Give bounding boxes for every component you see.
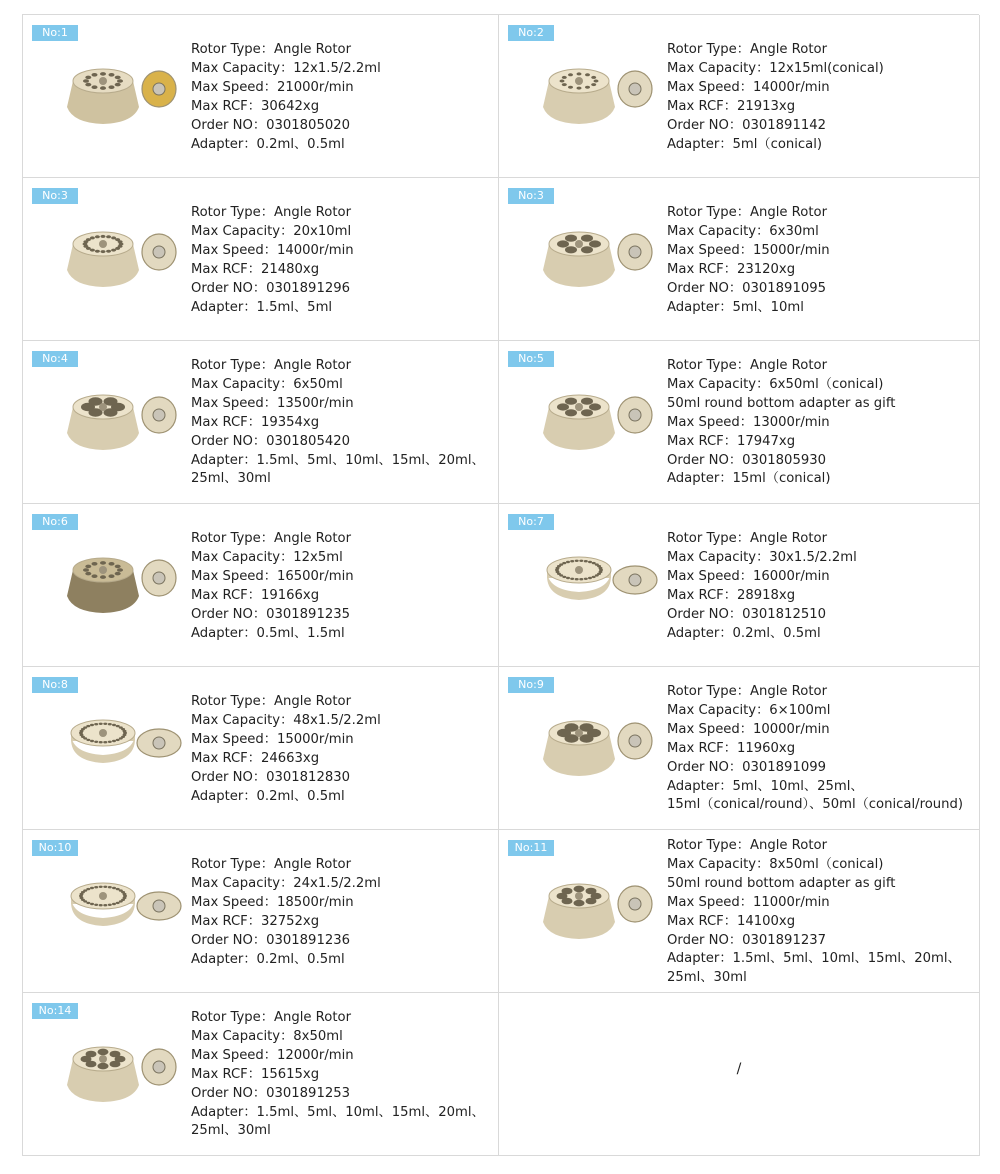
rotor-specs: [191, 41, 494, 154]
rotor-image: [539, 540, 659, 622]
rotor-number-badge: No:10: [32, 840, 78, 856]
adapter-line: Adapter：15ml（conical): [667, 471, 831, 487]
rotor-image: [63, 866, 183, 948]
rotor-type-line: Rotor Type：Angle Rotor: [191, 531, 351, 546]
max-speed-line: Max Speed：15000r/min: [667, 242, 830, 258]
rotor-card: [23, 341, 499, 504]
rotor-card: [23, 667, 499, 830]
rotor-number-badge: No:11: [508, 840, 554, 856]
order-number-line: Order NO：0301891095: [667, 280, 827, 296]
order-number-line: Order NO：0301891237: [667, 932, 827, 948]
adapter-line: Adapter：0.2ml、0.5ml: [191, 951, 345, 967]
rotor-number-badge: No:3: [508, 188, 554, 204]
order-number-line: Order NO：0301805930: [667, 452, 827, 468]
max-speed-line: Max Speed：13000r/min: [667, 414, 830, 430]
rotor-specs: [667, 41, 975, 154]
max-rcf-line: Max RCF：21913xg: [667, 98, 796, 114]
adapter-line: Adapter：0.2ml、0.5ml: [667, 625, 821, 641]
rotor-type-line: Rotor Type：Angle Rotor: [667, 838, 827, 853]
adapter-line: 25ml、30ml: [191, 471, 271, 487]
rotor-number-badge: No:9: [508, 677, 554, 693]
adapter-line: Adapter：5ml（conical): [667, 136, 823, 152]
rotor-image: [539, 214, 659, 296]
rotor-type-line: Rotor Type：Angle Rotor: [667, 358, 827, 373]
gift-note-line: 50ml round bottom adapter as gift: [667, 395, 896, 411]
rotor-image: [539, 866, 659, 948]
rotor-card: [23, 830, 499, 993]
rotor-specs: [667, 530, 975, 643]
max-capacity-line: Max Capacity：8x50ml: [191, 1028, 343, 1044]
rotor-image: [63, 377, 183, 459]
adapter-line: Adapter：1.5ml、5ml: [191, 299, 333, 315]
max-speed-line: Max Speed：14000r/min: [191, 242, 354, 258]
rotor-type-line: Rotor Type：Angle Rotor: [191, 42, 351, 57]
order-number-line: Order NO：0301891142: [667, 117, 827, 133]
order-number-line: Order NO：0301891099: [667, 759, 827, 775]
rotor-specs: [191, 530, 494, 643]
max-capacity-line: Max Capacity：20x10ml: [191, 223, 352, 239]
rotor-specs: [667, 357, 975, 489]
max-rcf-line: Max RCF：24663xg: [191, 750, 320, 766]
rotor-image: [539, 377, 659, 459]
rotor-type-line: Rotor Type：Angle Rotor: [191, 857, 351, 872]
max-capacity-line: Max Capacity：6×100ml: [667, 702, 831, 718]
max-speed-line: Max Speed：14000r/min: [667, 79, 830, 95]
max-rcf-line: Max RCF：32752xg: [191, 913, 320, 929]
rotor-specs: [667, 683, 975, 815]
empty-placeholder-text: /: [736, 1061, 742, 1077]
max-speed-line: Max Speed：10000r/min: [667, 721, 830, 737]
rotor-image: [539, 703, 659, 785]
rotor-specs: [191, 357, 494, 489]
max-capacity-line: Max Capacity：6x30ml: [667, 223, 819, 239]
max-capacity-line: Max Capacity：12x1.5/2.2ml: [191, 60, 381, 76]
max-capacity-line: Max Capacity：12x15ml(conical): [667, 60, 884, 76]
max-capacity-line: Max Capacity：6x50ml: [191, 376, 343, 392]
max-rcf-line: Max RCF：19166xg: [191, 587, 320, 603]
rotor-number-badge: No:8: [32, 677, 78, 693]
rotor-number-badge: No:2: [508, 25, 554, 41]
order-number-line: Order NO：0301891296: [191, 280, 351, 296]
rotor-card: [499, 667, 980, 830]
rotor-image: [539, 51, 659, 133]
rotor-number-badge: No:6: [32, 514, 78, 530]
max-rcf-line: Max RCF：28918xg: [667, 587, 796, 603]
rotor-card: [23, 504, 499, 667]
order-number-line: Order NO：0301805420: [191, 433, 351, 449]
rotor-image: [63, 1029, 183, 1111]
rotor-card: [23, 993, 499, 1156]
rotor-number-badge: No:7: [508, 514, 554, 530]
max-capacity-line: Max Capacity：6x50ml（conical): [667, 376, 884, 392]
rotor-type-line: Rotor Type：Angle Rotor: [667, 531, 827, 546]
adapter-line: 25ml、30ml: [191, 1123, 271, 1139]
order-number-line: Order NO：0301891235: [191, 606, 351, 622]
max-speed-line: Max Speed：12000r/min: [191, 1047, 354, 1063]
adapter-line: Adapter：1.5ml、5ml、10ml、15ml、20ml、: [667, 951, 961, 967]
adapter-line: Adapter：1.5ml、5ml、10ml、15ml、20ml、: [191, 1104, 485, 1120]
order-number-line: Order NO：0301812830: [191, 769, 351, 785]
rotor-card: [499, 178, 980, 341]
order-number-line: Order NO：0301812510: [667, 606, 827, 622]
max-speed-line: Max Speed：18500r/min: [191, 894, 354, 910]
rotor-image: [63, 214, 183, 296]
adapter-line: Adapter：5ml、10ml: [667, 299, 804, 315]
rotor-card: [499, 504, 980, 667]
rotor-specs: [667, 837, 975, 988]
adapter-line: Adapter：0.2ml、0.5ml: [191, 788, 345, 804]
order-number-line: Order NO：0301805020: [191, 117, 351, 133]
rotor-card: [23, 15, 499, 178]
rotor-type-line: Rotor Type：Angle Rotor: [667, 684, 827, 699]
rotor-number-badge: No:4: [32, 351, 78, 367]
adapter-line: Adapter：1.5ml、5ml、10ml、15ml、20ml、: [191, 452, 485, 468]
rotor-card: [499, 15, 980, 178]
max-rcf-line: Max RCF：19354xg: [191, 414, 320, 430]
rotor-specs: [667, 204, 975, 317]
rotor-image: [63, 703, 183, 785]
max-rcf-line: Max RCF：15615xg: [191, 1066, 320, 1082]
rotor-card: [499, 830, 980, 993]
max-speed-line: Max Speed：21000r/min: [191, 79, 354, 95]
rotor-type-line: Rotor Type：Angle Rotor: [191, 1010, 351, 1025]
gift-note-line: 50ml round bottom adapter as gift: [667, 875, 896, 891]
rotor-specs: [191, 856, 494, 969]
empty-card: [499, 993, 980, 1156]
max-rcf-line: Max RCF：11960xg: [667, 740, 796, 756]
adapter-line: Adapter：0.5ml、1.5ml: [191, 625, 345, 641]
rotor-specs: [191, 1009, 494, 1141]
max-capacity-line: Max Capacity：30x1.5/2.2ml: [667, 549, 857, 565]
max-speed-line: Max Speed：13500r/min: [191, 395, 354, 411]
rotor-image: [63, 540, 183, 622]
max-capacity-line: Max Capacity：8x50ml（conical): [667, 856, 884, 872]
max-rcf-line: Max RCF：17947xg: [667, 433, 796, 449]
max-rcf-line: Max RCF：23120xg: [667, 261, 796, 277]
rotor-number-badge: No:1: [32, 25, 78, 41]
rotor-specs: [191, 693, 494, 806]
rotor-number-badge: No:3: [32, 188, 78, 204]
max-capacity-line: Max Capacity：24x1.5/2.2ml: [191, 875, 381, 891]
rotor-card: [499, 341, 980, 504]
adapter-line: Adapter：5ml、10ml、25ml、: [667, 778, 864, 794]
order-number-line: Order NO：0301891236: [191, 932, 351, 948]
rotor-number-badge: No:5: [508, 351, 554, 367]
adapter-line: Adapter：0.2ml、0.5ml: [191, 136, 345, 152]
max-speed-line: Max Speed：15000r/min: [191, 731, 354, 747]
rotor-type-line: Rotor Type：Angle Rotor: [191, 205, 351, 220]
rotor-type-line: Rotor Type：Angle Rotor: [191, 694, 351, 709]
rotor-specs: [191, 204, 494, 317]
rotor-image: [63, 51, 183, 133]
order-number-line: Order NO：0301891253: [191, 1085, 351, 1101]
max-rcf-line: Max RCF：14100xg: [667, 913, 796, 929]
max-rcf-line: Max RCF：21480xg: [191, 261, 320, 277]
max-capacity-line: Max Capacity：48x1.5/2.2ml: [191, 712, 381, 728]
rotor-spec-table: [22, 14, 979, 1156]
rotor-card: [23, 178, 499, 341]
rotor-type-line: Rotor Type：Angle Rotor: [191, 358, 351, 373]
adapter-line: 15ml（conical/round）、50ml（conical/round): [667, 797, 964, 813]
adapter-line: 25ml、30ml: [667, 970, 747, 986]
max-speed-line: Max Speed：11000r/min: [667, 894, 830, 910]
max-rcf-line: Max RCF：30642xg: [191, 98, 320, 114]
rotor-type-line: Rotor Type：Angle Rotor: [667, 205, 827, 220]
max-speed-line: Max Speed：16000r/min: [667, 568, 830, 584]
max-capacity-line: Max Capacity：12x5ml: [191, 549, 343, 565]
rotor-number-badge: No:14: [32, 1003, 78, 1019]
max-speed-line: Max Speed：16500r/min: [191, 568, 354, 584]
rotor-type-line: Rotor Type：Angle Rotor: [667, 42, 827, 57]
